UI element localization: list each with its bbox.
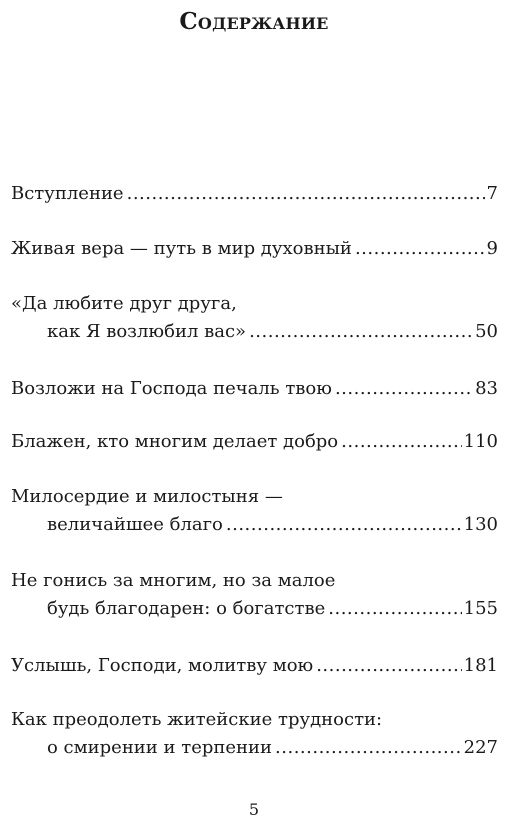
toc-page-number: 50 — [475, 321, 498, 342]
toc-entry — [11, 567, 498, 623]
toc-entry-title: о смирении и терпении — [47, 737, 273, 758]
toc-leader-dots — [275, 734, 462, 762]
toc-page-number: 227 — [463, 737, 498, 758]
toc-entry-title-line: «Да любите друг друга, — [11, 293, 237, 314]
toc-leader-dots — [226, 511, 462, 539]
toc-entry-title-line: Как преодолеть житейские трудности: — [11, 709, 383, 730]
toc-page-number: 83 — [475, 378, 498, 399]
page-title: Содержание — [179, 8, 329, 35]
toc-entry-title: как Я возлюбил вас» — [47, 321, 247, 342]
toc-leader-dots — [335, 375, 473, 403]
toc-entry-title-line: Не гонись за многим, но за малое — [11, 570, 336, 591]
toc-page-number: 110 — [463, 431, 498, 452]
toc-entry — [11, 652, 498, 680]
toc-entry — [11, 180, 498, 208]
toc-entry — [11, 290, 498, 346]
toc-page-number: 155 — [463, 598, 498, 619]
toc-entry — [11, 235, 498, 263]
toc-page-number: 7 — [486, 183, 498, 204]
toc-page-number: 9 — [486, 238, 498, 259]
toc-entry-title: величайшее благо — [47, 514, 223, 535]
toc-entry-title: Услышь, Господи, молитву мою — [11, 655, 314, 676]
toc-leader-dots — [355, 235, 485, 263]
toc-leader-dots — [127, 180, 485, 208]
toc-entry — [11, 428, 498, 456]
toc-entry-title: Живая вера — путь в мир духовный — [11, 238, 352, 259]
toc-leader-dots — [341, 428, 461, 456]
toc-leader-dots — [328, 595, 461, 623]
toc-entry-title-line: Милосердие и милостыня — — [11, 486, 283, 507]
toc-entry-title: Возложи на Господа печаль твою — [11, 378, 332, 399]
toc-entry-title: будь благодарен: о богатстве — [47, 598, 326, 619]
page-number: 5 — [248, 800, 260, 819]
toc-leader-dots — [316, 652, 461, 680]
toc-page-number: 181 — [463, 655, 498, 676]
toc-entry-title: Вступление — [11, 183, 124, 204]
toc-page-number: 130 — [463, 514, 498, 535]
toc-entry — [11, 706, 498, 762]
toc-entry — [11, 483, 498, 539]
toc-leader-dots — [249, 318, 473, 346]
toc-entry-title: Блажен, кто многим делает добро — [11, 431, 339, 452]
toc-entry — [11, 375, 498, 403]
